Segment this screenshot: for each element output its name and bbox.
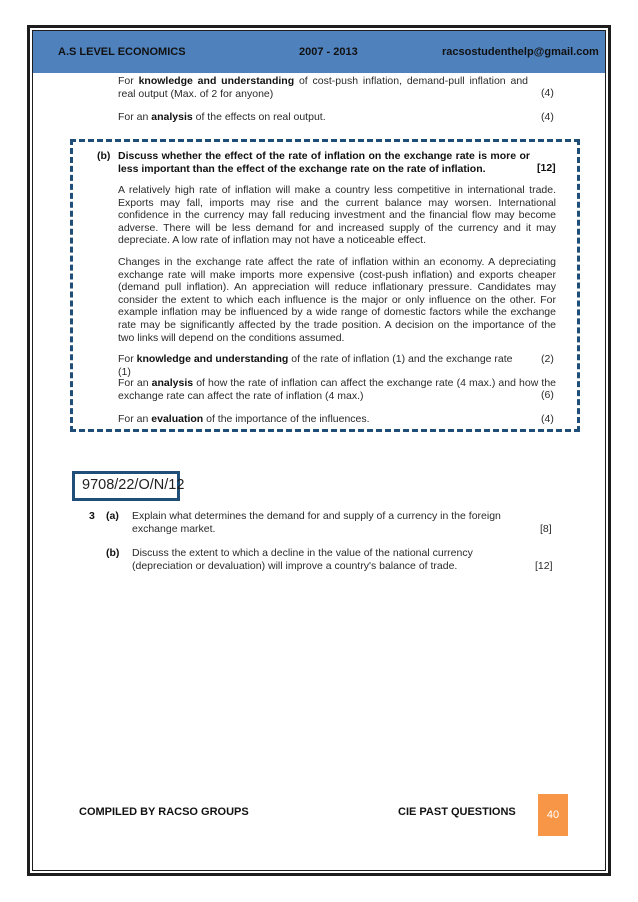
footer-compiled-by: COMPILED BY RACSO GROUPS <box>79 806 249 818</box>
header-years: 2007 - 2013 <box>299 46 358 58</box>
question-b-knowledge-criterion: For knowledge and understanding of the rate of inflation (1) and the exchange rate (1) <box>118 353 513 378</box>
question-b-analysis-criterion: For an analysis of how the rate of inflation can affect the exchange rate (4 max.) and how the exchange rate can affect the rate of inflation (4 max.) <box>118 377 556 402</box>
question-b-label: (b) <box>97 150 111 162</box>
question-b-paragraph-2: Changes in the exchange rate affect the rate of inflation within an economy. A depreciating exchange rate will make imports more expensive (cost-push inflation) and exports cheaper (demand pull inflation). An appreciation will reduce inflationary pressure. Candidates may consider the extent to which each influence is the major or only influence on the other. For example inflation may be influenced by a wide range of domestic factors while the exchange rate may be significantly affected by the trade position. A decision on the importance of the two links will depend on the conditions assumed. <box>118 256 556 344</box>
question-b-evaluation-marks: (4) <box>541 413 554 425</box>
question-3b-marks: [12] <box>535 560 553 572</box>
page-number-badge <box>538 794 568 836</box>
question-b-analysis-marks: (6) <box>541 389 554 401</box>
question-3a-label: (a) <box>106 510 119 522</box>
top-knowledge-marks: (4) <box>541 87 554 99</box>
question-b-paragraph-1: A relatively high rate of inflation will make a country less competitive in international trade. Exports may fall, imports may rise and the current balance may worsen. International confidence in the currency may fall reducing investment and the financial flow may become adverse. There will be less demand for and increased supply of the currency and it may depreciate. A low rate of inflation may not have a noticeable effect. <box>118 184 556 247</box>
question-3a-marks: [8] <box>540 523 552 535</box>
question-3b-label: (b) <box>106 547 120 559</box>
reference-code: 9708/22/O/N/12 <box>82 477 185 493</box>
question-b-evaluation-criterion: For an evaluation of the importance of the influences. <box>118 413 370 425</box>
header-subject: A.S LEVEL ECONOMICS <box>58 46 186 58</box>
header-email: racsostudenthelp@gmail.com <box>442 46 599 58</box>
question-b-marks: [12] <box>537 162 556 174</box>
top-analysis-marks: (4) <box>541 111 554 123</box>
question-b-knowledge-marks: (2) <box>541 353 554 365</box>
question-3b-text: Discuss the extent to which a decline in the value of the national currency (depreciation or devaluation) will improve a country's balance of trade. <box>132 547 473 572</box>
top-knowledge-criterion: For knowledge and understanding of cost-push inflation, demand-pull inflation and real output (Max. of 2 for anyone) <box>118 75 528 100</box>
question-3-number: 3 <box>89 510 95 522</box>
footer-series: CIE PAST QUESTIONS <box>398 806 516 818</box>
question-b-text: Discuss whether the effect of the rate of inflation on the exchange rate is more or less important than the effect of the exchange rate on the rate of inflation. <box>118 150 530 175</box>
top-analysis-criterion: For an analysis of the effects on real output. <box>118 111 326 123</box>
page-number: 40 <box>546 809 560 821</box>
question-3a-text: Explain what determines the demand for and supply of a currency in the foreign exchange market. <box>132 510 501 535</box>
